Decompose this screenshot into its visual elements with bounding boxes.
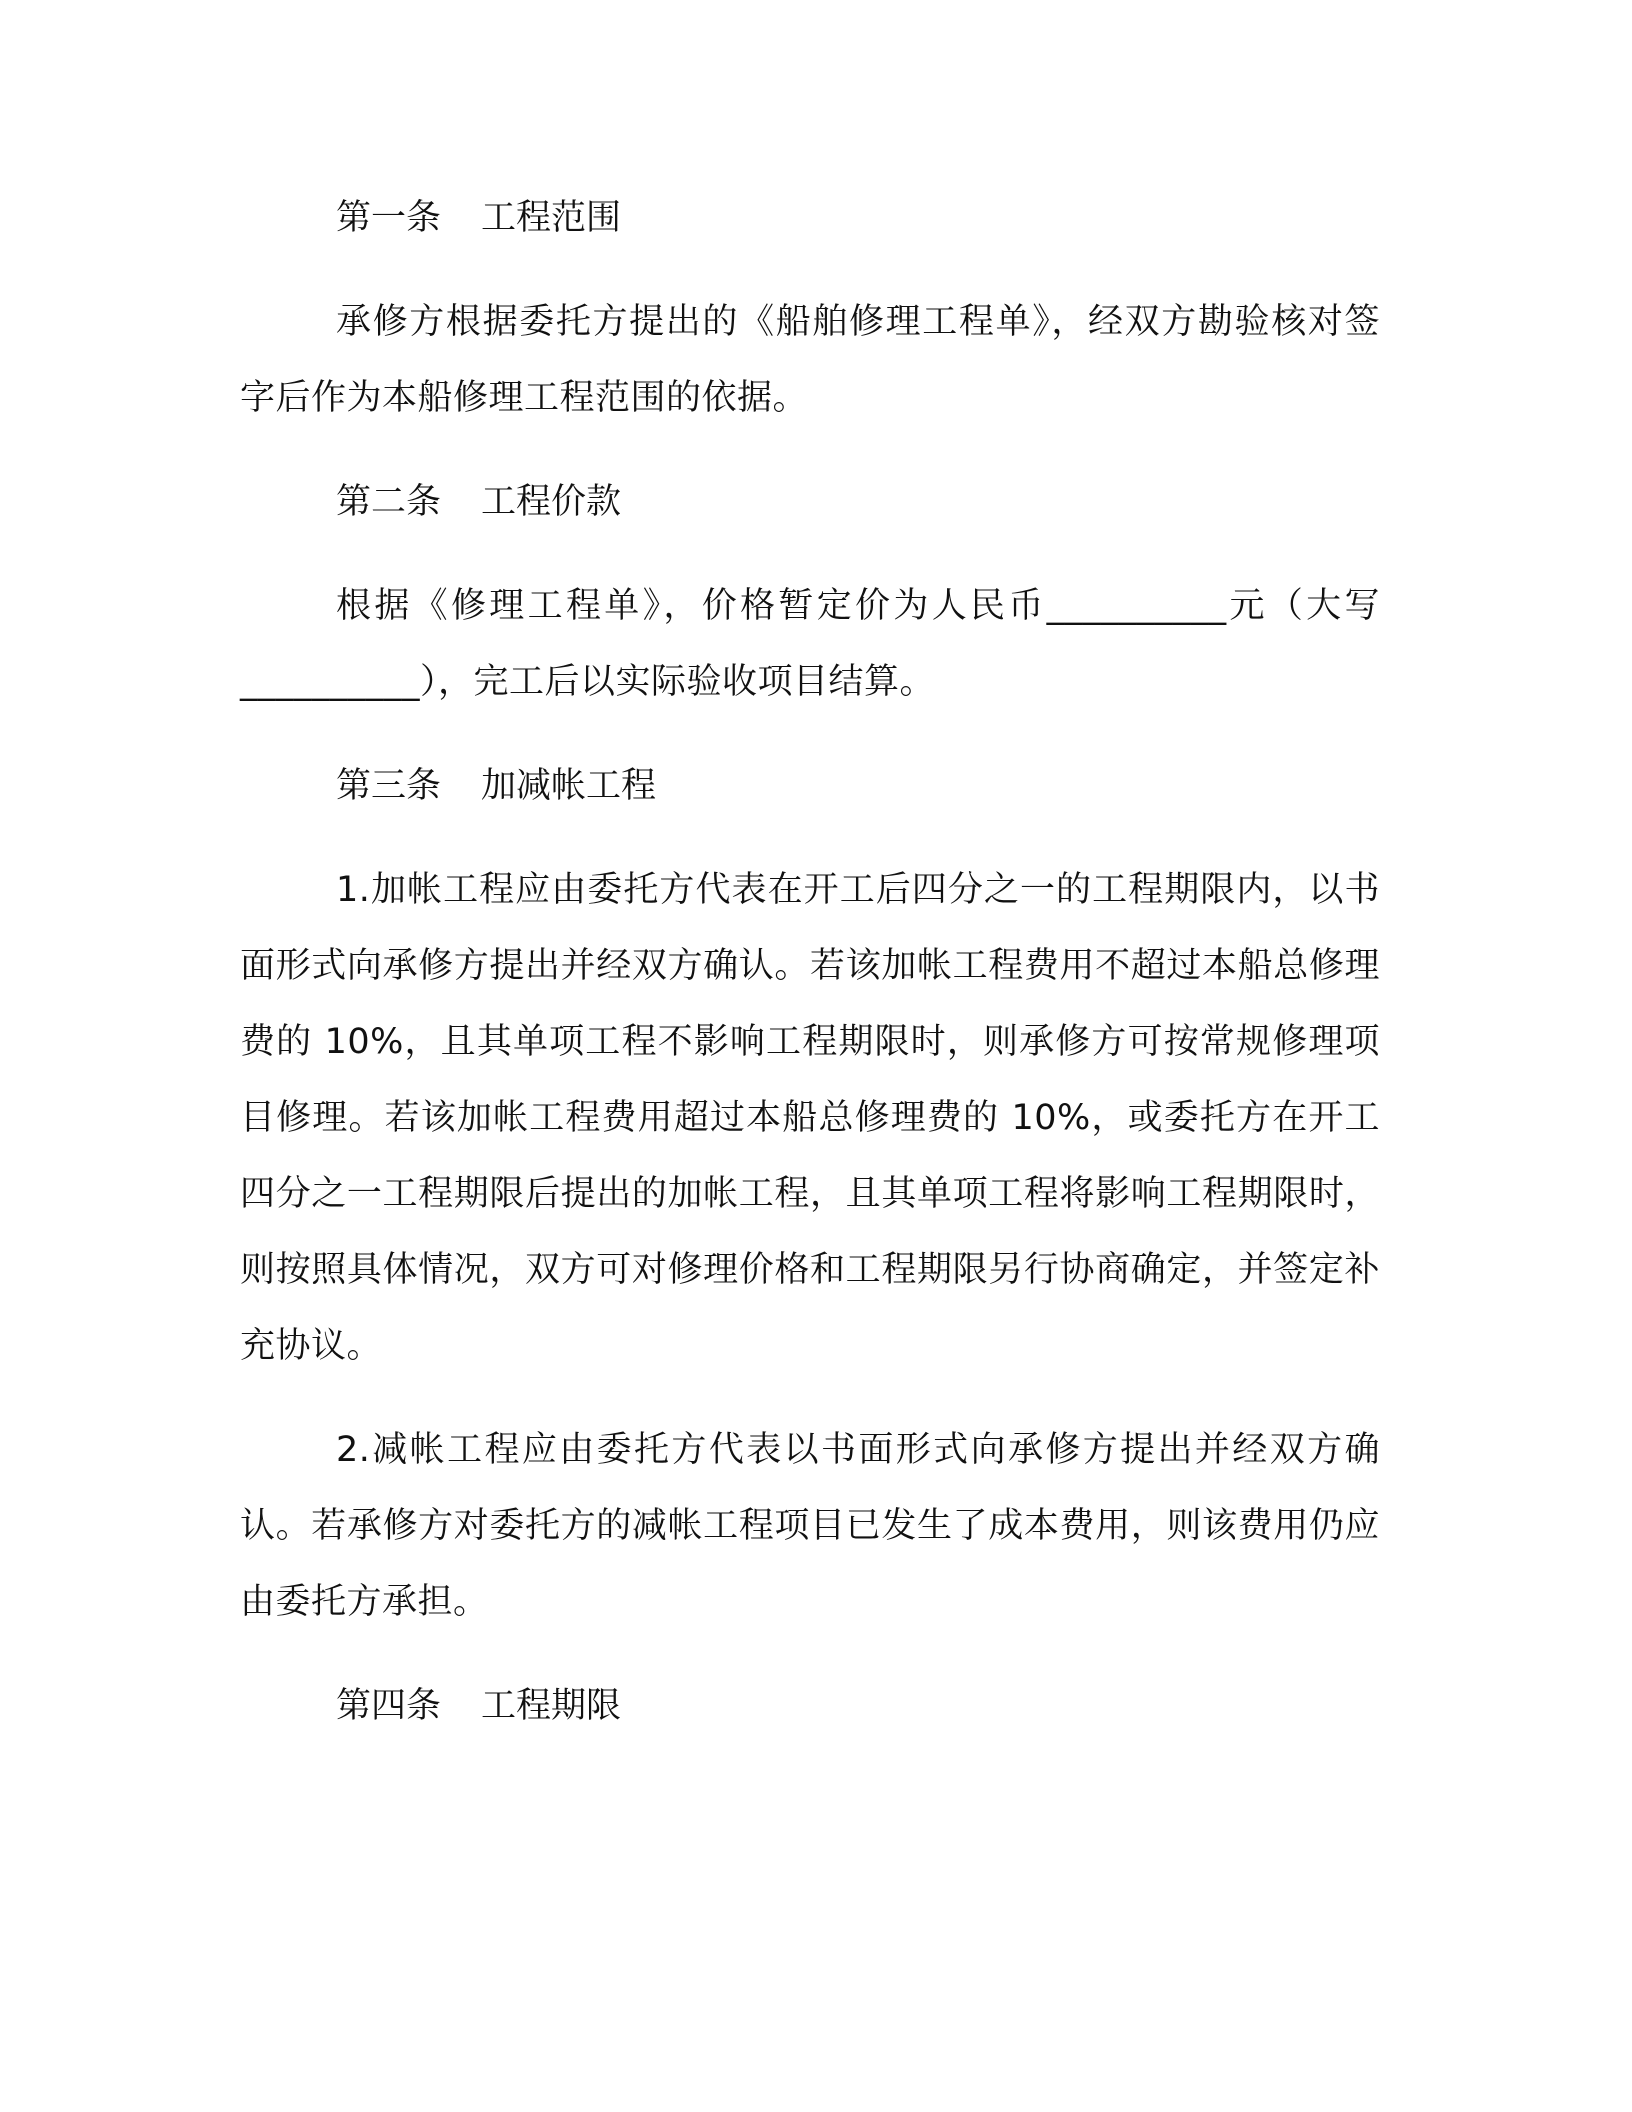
article-title: 加减帐工程 bbox=[481, 766, 657, 806]
article-number: 第一条 bbox=[336, 198, 442, 238]
article-number: 第二条 bbox=[336, 482, 442, 522]
article-heading bbox=[240, 180, 1380, 256]
article-title: 工程价款 bbox=[481, 482, 622, 522]
article-paragraph: 根据《修理工程单》，价格暂定价为人民币__________元（大写__________），完工后以实际验收项目结算。 bbox=[240, 586, 1380, 702]
article-heading bbox=[240, 464, 1380, 540]
article-paragraph: 1.加帐工程应由委托方代表在开工后四分之一的工程期限内，以书面形式向承修方提出并经双方确认。若该加帐工程费用不超过本船总修理费的 10%，且其单项工程不影响工程期限时，则承修方可按常规修理项目修理。若该加帐工程费用超过本船总修理费的 10%，或委托方在开工四分之一工程期限后提出的加帐工程，且其单项工程将影响工程期限时，则按照具体情况，双方可对修理价格和工程期限另行协商确定，并签定补充协议。 bbox=[240, 870, 1380, 1366]
document-page bbox=[240, 180, 1380, 1772]
article-paragraph: 承修方根据委托方提出的《船舶修理工程单》，经双方勘验核对签字后作为本船修理工程范围的依据。 bbox=[240, 302, 1380, 418]
article-number: 第三条 bbox=[336, 766, 442, 806]
article-title: 工程期限 bbox=[481, 1686, 622, 1726]
article-title: 工程范围 bbox=[481, 198, 622, 238]
article-paragraph: 2.减帐工程应由委托方代表以书面形式向承修方提出并经双方确认。若承修方对委托方的减帐工程项目已发生了成本费用，则该费用仍应由委托方承担。 bbox=[240, 1430, 1380, 1622]
article-number: 第四条 bbox=[336, 1686, 442, 1726]
article-heading bbox=[240, 748, 1380, 824]
article-heading bbox=[240, 1668, 1380, 1744]
